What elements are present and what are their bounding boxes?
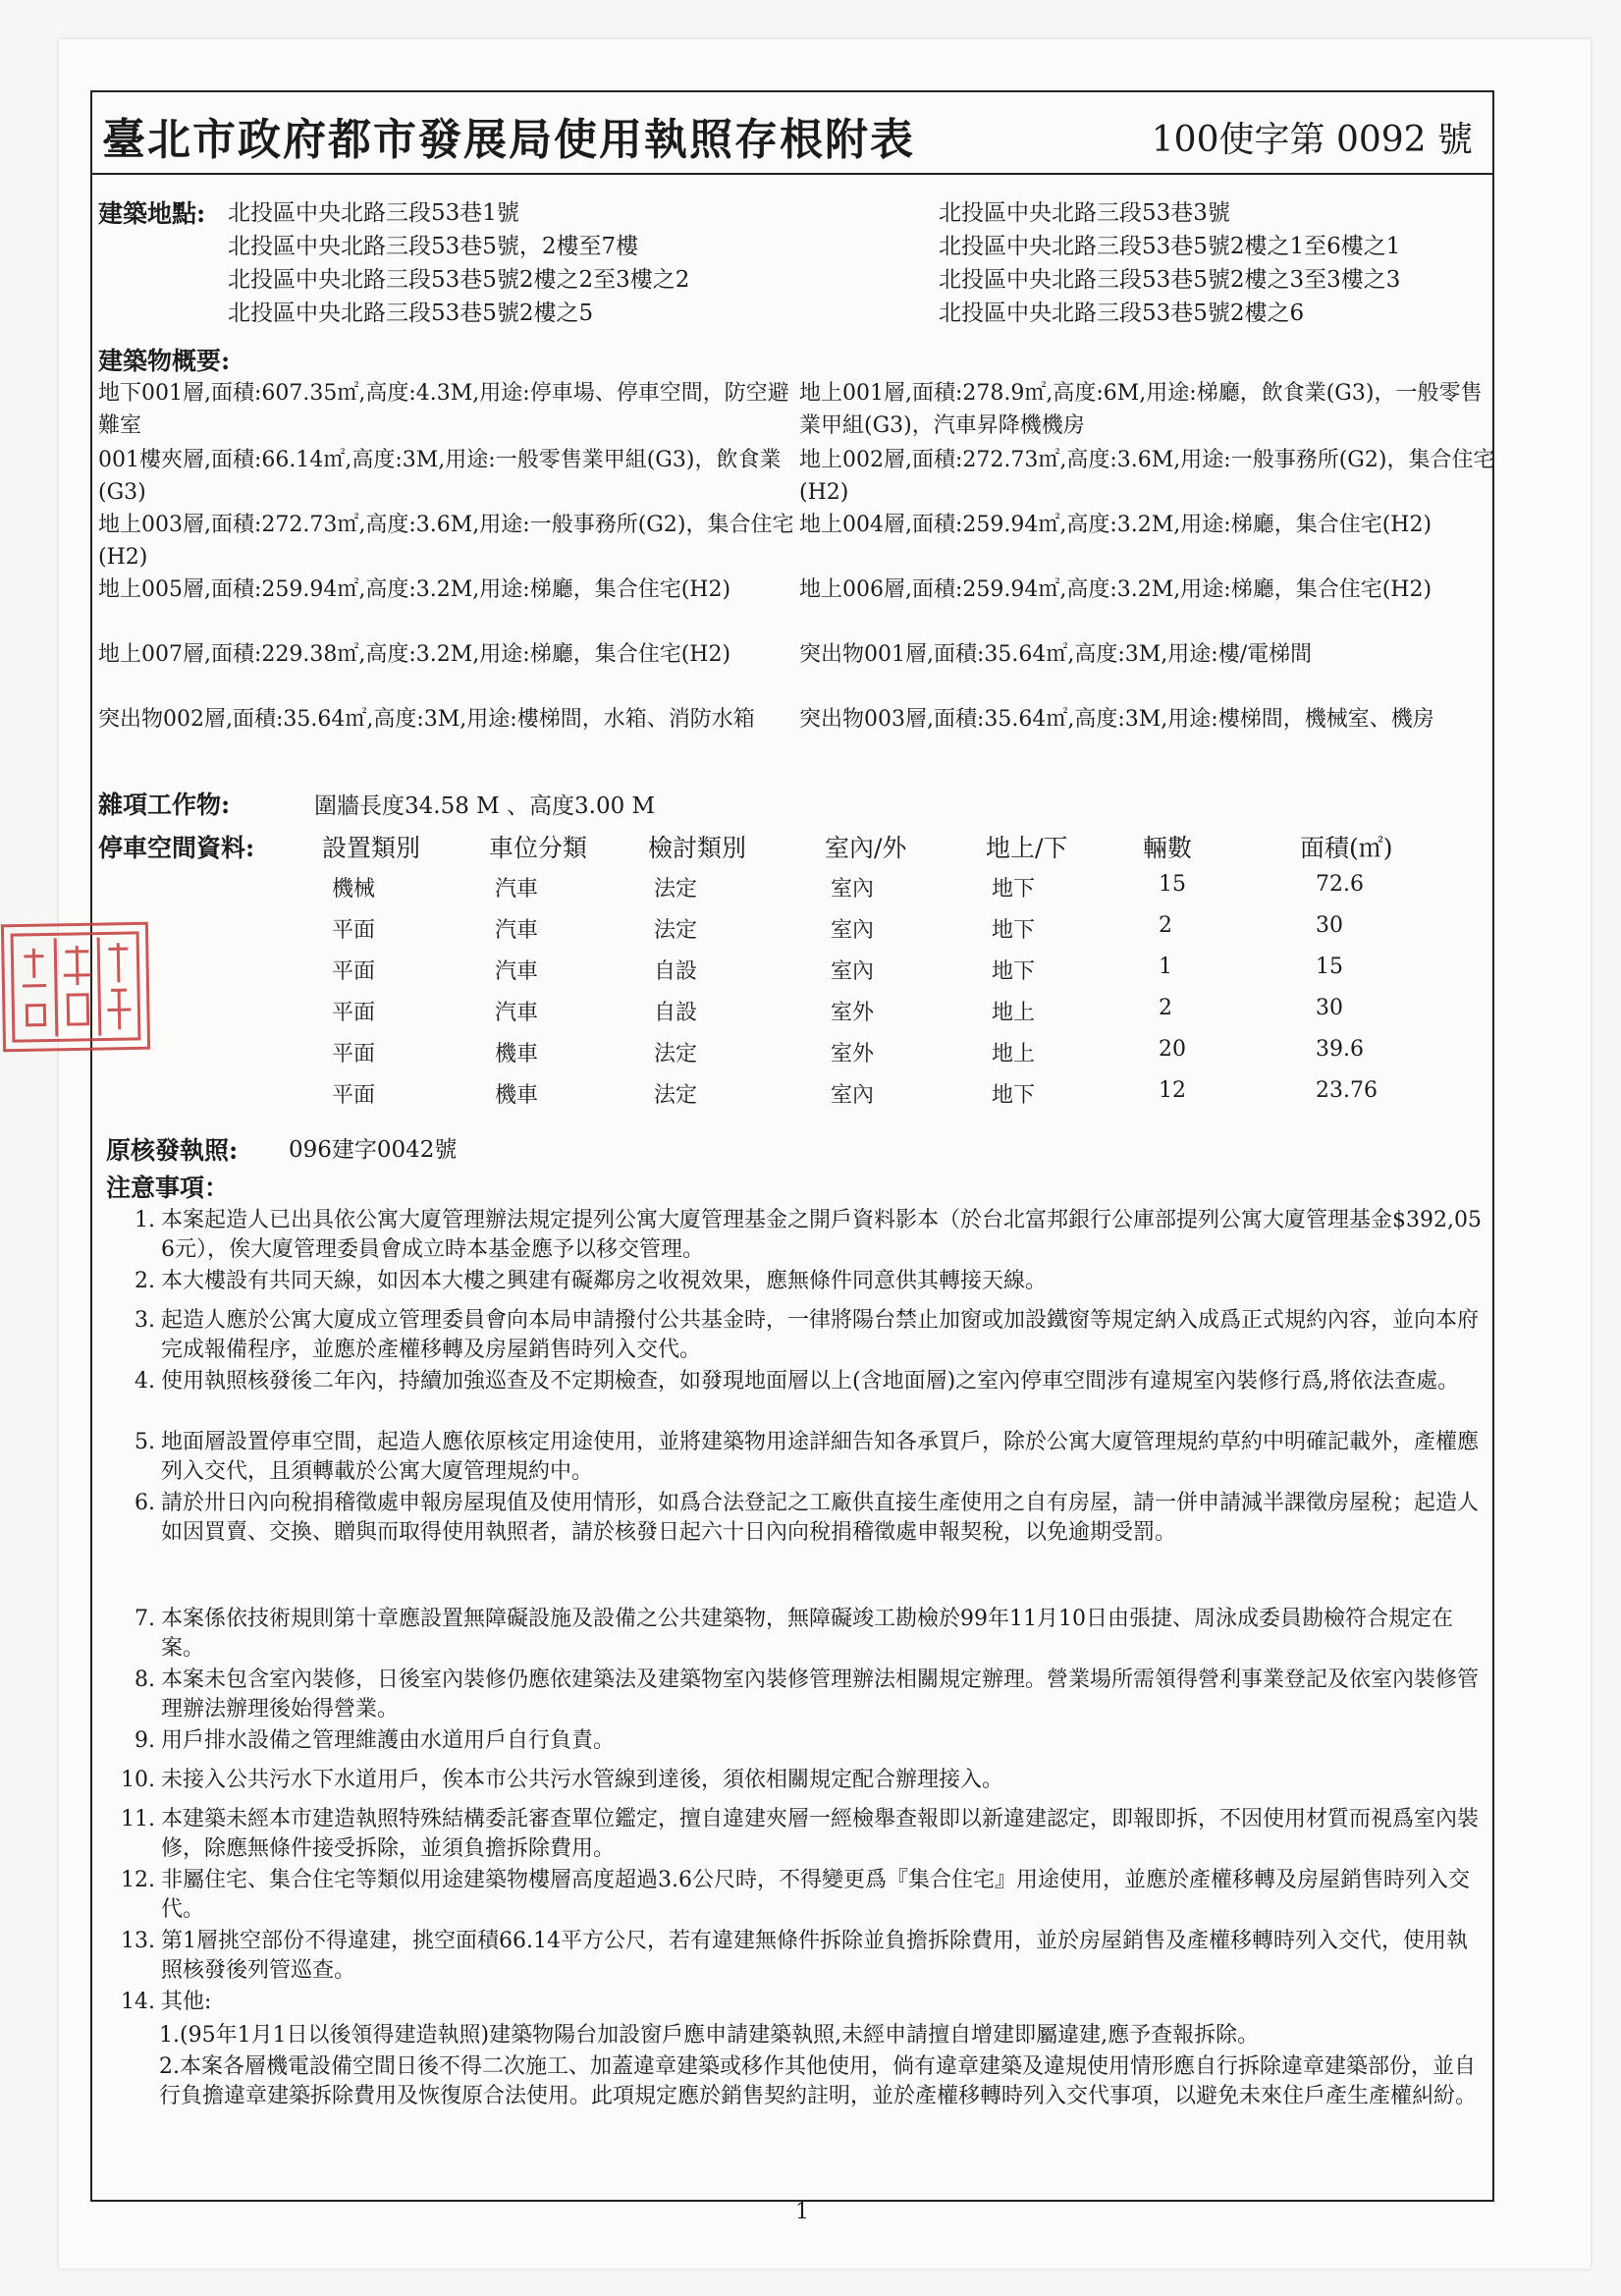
floor-entry: 地上007層,面積:229.38㎡,高度:3.2M,用途:梯廳，集合住宅(H2)	[98, 642, 731, 667]
note-number: 6.	[135, 1491, 155, 1515]
parking-header: 檢討類別	[648, 834, 747, 862]
parking-cell: 平面	[332, 918, 376, 943]
note-text: 本案起造人已出具依公寓大廈管理辦法規定提列公寓大廈管理基金之開戶資料影本（於台北富邦銀行公庫部提列公寓大廈管理基金$392,056元），俟大廈管理委員會成立時本基金應予以移交管理。	[161, 1208, 1482, 1262]
note-number: 3.	[135, 1308, 155, 1333]
note-item	[112, 1428, 1480, 1487]
note-number: 5.	[135, 1430, 155, 1454]
parking-cell: 平面	[332, 959, 376, 984]
note-text: 使用執照核發後二年內，持續加強巡查及不定期檢查，如發現地面層以上(含地面層)之室內停車空間涉有違規室內裝修行爲,將依法查處。	[161, 1369, 1460, 1394]
permit-number: 100使字第 0092 號	[1151, 120, 1473, 160]
note-item	[112, 1666, 1480, 1724]
note-item	[112, 1866, 1477, 1925]
parking-cell: 15	[1316, 955, 1343, 979]
parking-cell: 地下	[992, 877, 1036, 902]
overview-label: 建築物概要:	[98, 347, 231, 375]
parking-table	[98, 829, 1483, 1123]
parking-cell: 汽車	[495, 959, 539, 984]
note-text: 第1層挑空部份不得違建，挑空面積66.14平方公尺，若有違建無條件拆除並負擔拆除費用，並於房屋銷售及產權移轉時列入交代，使用執照核發後列管巡查。	[161, 1929, 1468, 1983]
parking-cell: 汽車	[495, 1001, 539, 1025]
parking-cell: 23.76	[1316, 1078, 1378, 1103]
parking-cell: 自設	[654, 959, 698, 984]
parking-cell: 39.6	[1316, 1037, 1364, 1062]
parking-cell: 機車	[495, 1042, 539, 1066]
title-row	[92, 92, 1492, 175]
note-item	[112, 1206, 1482, 1265]
floor-entry: 地上002層,面積:272.73㎡,高度:3.6M,用途:一般事務所(G2)，集合住宅(H2)	[799, 448, 1495, 505]
note-text: 未接入公共污水下水道用戶，俟本市公共污水管線到達後，須依相關規定配合辦理接入。	[161, 1768, 1004, 1792]
floor-entry: 地上004層,面積:259.94㎡,高度:3.2M,用途:梯廳，集合住宅(H2)	[799, 513, 1432, 537]
parking-header: 輛數	[1143, 834, 1193, 862]
parking-cell: 12	[1159, 1078, 1186, 1103]
parking-cell: 汽車	[495, 877, 539, 902]
parking-cell: 2	[1159, 913, 1172, 938]
parking-cell: 室外	[831, 1042, 875, 1066]
note-text: 本建築未經本市建造執照特殊結構委託審查單位鑑定，擅自違建夾層一經檢舉查報即以新違建認定，即報即拆，不因使用材質而視爲室內裝修，除應無條件接受拆除，並須負擔拆除費用。	[161, 1807, 1480, 1861]
note-text: 本案未包含室內裝修，日後室內裝修仍應依建築法及建築物室內裝修管理辦法相關規定辦理。營業場所需領得營利事業登記及依室內裝修管理辦法辦理後始得營業。	[161, 1667, 1480, 1722]
parking-cell: 平面	[332, 1001, 376, 1025]
address-right-3: 北投區中央北路三段53巷5號2樓之3至3樓之3	[939, 267, 1401, 293]
note-item	[112, 1726, 1477, 1756]
parking-header: 設置類別	[322, 834, 421, 862]
note-text: 本案係依技術規則第十章應設置無障礙設施及設備之公共建築物，無障礙竣工勘檢於99年11月10日由張捷、周泳成委員勘檢符合規定在案。	[161, 1607, 1453, 1661]
parking-cell: 地上	[992, 1042, 1036, 1066]
parking-cell: 室內	[831, 877, 875, 902]
parking-header: 面積(㎡)	[1300, 834, 1393, 862]
note-text: 其他:	[161, 1990, 212, 2014]
floor-entry: 001樓夾層,面積:66.14㎡,高度:3M,用途:一般零售業甲組(G3)，飲食業(G3)	[98, 448, 782, 505]
note-number: 13.	[121, 1929, 155, 1953]
seal-icon	[4, 925, 147, 1049]
parking-cell: 2	[1159, 996, 1172, 1020]
floor-entry: 突出物001層,面積:35.64㎡,高度:3M,用途:樓/電梯間	[799, 642, 1313, 667]
note-number: 8.	[135, 1667, 155, 1692]
parking-header: 車位分類	[489, 834, 588, 862]
parking-cell: 汽車	[495, 918, 539, 943]
note-number: 2.	[135, 1269, 155, 1293]
note-item	[112, 1988, 1477, 2017]
address-left-1: 北投區中央北路三段53巷1號	[228, 200, 519, 226]
parking-cell: 1	[1159, 955, 1172, 979]
note-text: 用戶排水設備之管理維護由水道用戶自行負責。	[161, 1728, 616, 1753]
document-frame	[90, 90, 1494, 2202]
note-item	[112, 1766, 1477, 1795]
address-right-1: 北投區中央北路三段53巷3號	[939, 200, 1230, 226]
note-text: 本大樓設有共同天線，如因本大樓之興建有礙鄰房之收視效果，應無條件同意供其轉接天線。	[161, 1269, 1048, 1293]
parking-cell: 地下	[992, 918, 1036, 943]
note-number: 11.	[121, 1807, 155, 1831]
parking-cell: 平面	[332, 1042, 376, 1066]
note-text: 起造人應於公寓大廈成立管理委員會向本局申請撥付公共基金時，一律將陽台禁止加窗或加設鐵窗等規定納入成爲正式規約內容，並向本府完成報備程序，並應於產權移轉及房屋銷售時列入交代。	[161, 1308, 1480, 1362]
parking-cell: 法定	[654, 1042, 698, 1066]
note-item	[112, 1306, 1480, 1365]
address-right-4: 北投區中央北路三段53巷5號2樓之6	[939, 301, 1305, 326]
parking-cell: 平面	[332, 1083, 376, 1108]
parking-cell: 法定	[654, 918, 698, 943]
note-item	[112, 1605, 1477, 1664]
parking-cell: 機械	[332, 877, 376, 902]
parking-header: 室內/外	[825, 834, 907, 862]
address-left-3: 北投區中央北路三段53巷5號2樓之2至3樓之2	[228, 267, 690, 293]
note-number: 10.	[121, 1768, 155, 1792]
parking-cell: 室內	[831, 918, 875, 943]
parking-cell: 30	[1316, 913, 1343, 938]
document-title: 臺北市政府都市發展局使用執照存根附表	[102, 115, 915, 165]
note-number: 9.	[135, 1728, 155, 1753]
notes-label: 注意事項：	[106, 1174, 230, 1202]
parking-cell: 法定	[654, 877, 698, 902]
note-item	[112, 1805, 1480, 1864]
address-label: 建築地點:	[98, 199, 206, 228]
note-item	[112, 1267, 1477, 1296]
parking-cell: 72.6	[1316, 872, 1364, 897]
note-sub-item: 1.(95年1月1日以後領得建造執照)建築物陽台加設窗戶應申請建築執照,未經申請擅自增建即屬違建,應予查報拆除。	[159, 2023, 1260, 2048]
note-text: 地面層設置停車空間，起造人應依原核定用途使用，並將建築物用途詳細告知各承買戶，除於公寓大廈管理規約草約中明確記載外，產權應列入交代，且須轉載於公寓大廈管理規約中。	[161, 1430, 1480, 1484]
parking-cell: 室內	[831, 959, 875, 984]
note-number: 4.	[135, 1369, 155, 1394]
floor-entry: 突出物002層,面積:35.64㎡,高度:3M,用途:樓梯間，水箱、消防水箱	[98, 707, 755, 732]
misc-works-value: 圍牆長度34.58 M 、高度3.00 M	[314, 793, 656, 819]
floor-entry: 地下001層,面積:607.35㎡,高度:4.3M,用途:停車場、停車空間，防空避難室	[98, 381, 789, 438]
note-number: 12.	[121, 1868, 155, 1892]
note-number: 7.	[135, 1607, 155, 1631]
floor-entry: 地上005層,面積:259.94㎡,高度:3.2M,用途:梯廳，集合住宅(H2)	[98, 577, 731, 602]
floor-entry: 地上006層,面積:259.94㎡,高度:3.2M,用途:梯廳，集合住宅(H2)	[799, 577, 1432, 602]
note-item	[112, 1489, 1480, 1577]
parking-cell: 室內	[831, 1083, 875, 1108]
note-item	[112, 1927, 1477, 1986]
parking-cell: 地下	[992, 959, 1036, 984]
floor-entry: 地上003層,面積:272.73㎡,高度:3.6M,用途:一般事務所(G2)，集合住宅(H2)	[98, 513, 794, 570]
parking-cell: 地下	[992, 1083, 1036, 1108]
parking-cell: 室外	[831, 1001, 875, 1025]
parking-cell: 自設	[654, 1001, 698, 1025]
note-item	[112, 1367, 1477, 1426]
note-text: 非屬住宅、集合住宅等類似用途建築物樓層高度超過3.6公尺時，不得變更爲『集合住宅』用途使用，並應於產權移轉及房屋銷售時列入交代。	[161, 1868, 1470, 1922]
address-right-2: 北投區中央北路三段53巷5號2樓之1至6樓之1	[939, 234, 1401, 259]
original-permit-value: 096建字0042號	[289, 1137, 458, 1163]
parking-cell: 20	[1159, 1037, 1186, 1062]
note-number: 1.	[135, 1208, 155, 1232]
parking-cell: 地上	[992, 1001, 1036, 1025]
floor-entry: 地上001層,面積:278.9㎡,高度:6M,用途:梯廳，飲食業(G3)，一般零售業甲組(G3)，汽車昇降機機房	[799, 381, 1483, 438]
misc-works-label: 雜項工作物:	[98, 791, 231, 819]
parking-cell: 法定	[654, 1083, 698, 1108]
original-permit-label: 原核發執照:	[106, 1136, 239, 1165]
floor-entry: 突出物003層,面積:35.64㎡,高度:3M,用途:樓梯間，機械室、機房	[799, 707, 1434, 732]
address-left-4: 北投區中央北路三段53巷5號2樓之5	[228, 301, 594, 326]
parking-cell: 30	[1316, 996, 1343, 1020]
note-text: 請於卅日內向稅捐稽徵處申報房屋現值及使用情形，如爲合法登記之工廠供直接生產使用之自有房屋，請一併申請減半課徵房屋稅；起造人如因買賣、交換、贈與而取得使用執照者，請於核發日起六十日內向稅捐稽徵處申報契稅，以免逾期受罰。	[161, 1491, 1480, 1545]
official-seal	[1, 922, 150, 1053]
parking-header: 地上/下	[986, 834, 1068, 862]
address-left-2: 北投區中央北路三段53巷5號，2樓至7樓	[228, 234, 639, 259]
parking-label: 停車空間資料:	[98, 834, 255, 862]
parking-cell: 機車	[495, 1083, 539, 1108]
note-sub-item: 2.本案各層機電設備空間日後不得二次施工、加蓋違章建築或移作其他使用，倘有違章建築及違規使用情形應自行拆除違章建築部份，並自行負擔違章建築拆除費用及恢復原合法使用。此項規定應於銷售契約註明，並於產權移轉時列入交代事項，以避免未來住戶產生產權糾紛。	[159, 2054, 1478, 2108]
note-number: 14.	[121, 1990, 155, 2014]
parking-cell: 15	[1159, 872, 1186, 897]
page-number: 1	[795, 2200, 809, 2224]
